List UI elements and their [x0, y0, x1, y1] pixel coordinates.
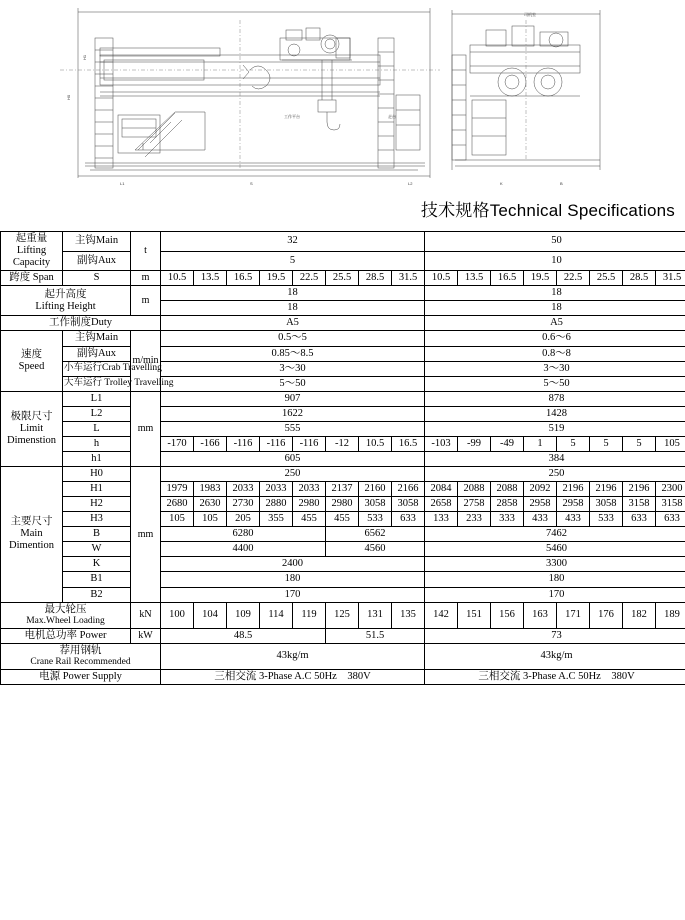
H3-b-4: 433: [557, 512, 590, 527]
unit-kN: kN: [131, 602, 161, 628]
B2-a: 170: [161, 587, 425, 602]
H1-a-2: 2033: [227, 482, 260, 497]
H1-a-7: 2166: [392, 482, 425, 497]
H1-b-4: 2196: [557, 482, 590, 497]
row-label-L1: L1: [63, 391, 131, 406]
span-b-1: 13.5: [458, 271, 491, 286]
h-b-7: 105: [656, 436, 685, 451]
h-a-0: -170: [161, 436, 194, 451]
B1-b: 180: [425, 572, 685, 587]
technical-specifications-table: [0, 231, 685, 685]
H1-a-5: 2137: [326, 482, 359, 497]
B-0: 6280: [161, 527, 326, 542]
H2-b-6: 3158: [623, 497, 656, 512]
H0-b: 250: [425, 467, 685, 482]
row-label-H1: H1: [63, 482, 131, 497]
page-title: 技术规格Technical Specifications: [420, 201, 675, 220]
rail-b: 43kg/m: [425, 643, 685, 669]
speed-crab-b: 3～30: [425, 361, 685, 376]
row-label-H3: H3: [63, 512, 131, 527]
speed-aux-b: 0.8～8: [425, 346, 685, 361]
table-row: [1, 316, 685, 331]
h-b-5: 5: [590, 436, 623, 451]
span-a-0: 10.5: [161, 271, 194, 286]
h-b-1: -99: [458, 436, 491, 451]
span-b-0: 10.5: [425, 271, 458, 286]
H3-a-0: 105: [161, 512, 194, 527]
svg-text:B: B: [560, 181, 563, 186]
span-a-4: 22.5: [293, 271, 326, 286]
row-label-power-supply: 电源 Power Supply: [1, 669, 161, 684]
wheel-a-1: 104: [194, 602, 227, 628]
wheel-a-3: 114: [260, 602, 293, 628]
speed-trolley-a: 5～50: [161, 376, 425, 391]
table-row: [1, 542, 685, 557]
row-label-crane-rail: 荐用钢轨 Crane Rail Recommended: [1, 643, 161, 669]
svg-text:工作平台: 工作平台: [284, 114, 300, 119]
H1-b-2: 2088: [491, 482, 524, 497]
H2-a-7: 3058: [392, 497, 425, 512]
H1-b-0: 2084: [425, 482, 458, 497]
rail-a: 43kg/m: [161, 643, 425, 669]
wheel-a-0: 100: [161, 602, 194, 628]
B-2: 7462: [425, 527, 685, 542]
h-b-4: 5: [557, 436, 590, 451]
H3-b-6: 633: [623, 512, 656, 527]
H2-b-0: 2658: [425, 497, 458, 512]
h-b-3: 1: [524, 436, 557, 451]
span-b-7: 31.5: [656, 271, 685, 286]
B2-b: 170: [425, 587, 685, 602]
row-label-B1: B1: [63, 572, 131, 587]
lift-height-1-a: 18: [161, 286, 425, 301]
duty-a: A5: [161, 316, 425, 331]
H3-b-3: 433: [524, 512, 557, 527]
span-b-6: 28.5: [623, 271, 656, 286]
power-2: 73: [425, 628, 685, 643]
L-b: 519: [425, 421, 685, 436]
unit-m-span: m: [131, 271, 161, 286]
H1-b-6: 2196: [623, 482, 656, 497]
h-b-6: 5: [623, 436, 656, 451]
L1-a: 907: [161, 391, 425, 406]
H3-a-7: 633: [392, 512, 425, 527]
span-b-3: 19.5: [524, 271, 557, 286]
table-row: [1, 451, 685, 466]
table-row: [1, 587, 685, 602]
table-row: [1, 482, 685, 497]
row-label-power: 电机总功率 Power: [1, 628, 131, 643]
speed-aux-a: 0.85～8.5: [161, 346, 425, 361]
wheel-a-2: 109: [227, 602, 260, 628]
span-a-5: 25.5: [326, 271, 359, 286]
wheel-a-5: 125: [326, 602, 359, 628]
row-label-main-dimension: 主要尺寸 Main Dimention: [1, 467, 63, 603]
H1-a-4: 2033: [293, 482, 326, 497]
table-row: [1, 376, 685, 391]
svg-text:L1: L1: [120, 181, 125, 186]
h-b-0: -103: [425, 436, 458, 451]
unit-mm-main: mm: [131, 467, 161, 603]
H1-a-3: 2033: [260, 482, 293, 497]
h-a-3: -116: [260, 436, 293, 451]
h1-b: 384: [425, 451, 685, 466]
H2-b-7: 3158: [656, 497, 685, 512]
K-b: 3300: [425, 557, 685, 572]
table-row: [1, 628, 685, 643]
H3-b-5: 533: [590, 512, 623, 527]
capacity-aux-b: 10: [425, 251, 685, 271]
H2-a-0: 2680: [161, 497, 194, 512]
table-row: [1, 286, 685, 301]
row-label-lifting-height: 起升高度 Lifting Height: [1, 286, 131, 316]
row-label-duty: 工作制度Duty: [1, 316, 161, 331]
wheel-b-0: 142: [425, 602, 458, 628]
unit-mm-limit: mm: [131, 391, 161, 466]
lift-height-1-b: 18: [425, 286, 685, 301]
svg-text:L2: L2: [408, 181, 413, 186]
table-row: [1, 232, 685, 252]
span-b-2: 16.5: [491, 271, 524, 286]
H2-b-1: 2758: [458, 497, 491, 512]
row-label-span: 跨度 Span: [1, 271, 63, 286]
table-row: [1, 421, 685, 436]
H1-b-5: 2196: [590, 482, 623, 497]
table-row: [1, 331, 685, 346]
supply-b: 三相交流 3-Phase A.C 50Hz 380V: [425, 669, 685, 684]
H1-b-7: 2300: [656, 482, 685, 497]
H1-b-1: 2088: [458, 482, 491, 497]
wheel-b-2: 156: [491, 602, 524, 628]
h-a-5: -12: [326, 436, 359, 451]
h-a-6: 10.5: [359, 436, 392, 451]
supply-a: 三相交流 3-Phase A.C 50Hz 380V: [161, 669, 425, 684]
unit-m-per-min: m/min: [131, 331, 161, 391]
span-symbol: S: [63, 271, 131, 286]
table-row: [1, 497, 685, 512]
row-label-h1: h1: [63, 451, 131, 466]
H2-a-3: 2880: [260, 497, 293, 512]
wheel-a-4: 119: [293, 602, 326, 628]
table-row: [1, 436, 685, 451]
table-row: [1, 391, 685, 406]
row-label-h: h: [63, 436, 131, 451]
span-a-1: 13.5: [194, 271, 227, 286]
h-a-7: 16.5: [392, 436, 425, 451]
H3-b-1: 233: [458, 512, 491, 527]
H1-a-6: 2160: [359, 482, 392, 497]
H1-a-0: 1979: [161, 482, 194, 497]
wheel-b-7: 189: [656, 602, 685, 628]
technical-drawing: [0, 0, 685, 190]
row-label-L2: L2: [63, 406, 131, 421]
table-row: [1, 572, 685, 587]
H3-a-1: 105: [194, 512, 227, 527]
row-label-main-hook: 主钩Main: [63, 232, 131, 252]
H1-a-1: 1983: [194, 482, 227, 497]
table-row: [1, 512, 685, 527]
capacity-aux-a: 5: [161, 251, 425, 271]
svg-text:K: K: [500, 181, 503, 186]
H3-a-3: 355: [260, 512, 293, 527]
row-label-L: L: [63, 421, 131, 436]
H2-a-6: 3058: [359, 497, 392, 512]
speed-main-a: 0.5～5: [161, 331, 425, 346]
row-label-K: K: [63, 557, 131, 572]
row-label-speed: 速度 Speed: [1, 331, 63, 391]
L2-a: 1622: [161, 406, 425, 421]
table-row: [1, 557, 685, 572]
lift-height-2-b: 18: [425, 301, 685, 316]
lift-height-2-a: 18: [161, 301, 425, 316]
wheel-a-7: 135: [392, 602, 425, 628]
W-2: 5460: [425, 542, 685, 557]
h-a-2: -116: [227, 436, 260, 451]
row-label-limit-dimension: 极限尺寸 Limit Dimenstion: [1, 391, 63, 466]
span-a-2: 16.5: [227, 271, 260, 286]
capacity-main-b: 50: [425, 232, 685, 252]
svg-text:S: S: [250, 181, 253, 186]
span-b-4: 22.5: [557, 271, 590, 286]
H3-b-7: 633: [656, 512, 685, 527]
H2-b-3: 2958: [524, 497, 557, 512]
row-label-capacity: 起重量 Lifting Capacity: [1, 232, 63, 271]
duty-b: A5: [425, 316, 685, 331]
H1-b-3: 2092: [524, 482, 557, 497]
table-row: [1, 406, 685, 421]
wheel-b-6: 182: [623, 602, 656, 628]
W-1: 4560: [326, 542, 425, 557]
speed-crab-a: 3～30: [161, 361, 425, 376]
unit-m-height: m: [131, 286, 161, 316]
row-label-B2: B2: [63, 587, 131, 602]
span-a-3: 19.5: [260, 271, 293, 286]
row-label-H0: H0: [63, 467, 131, 482]
table-row: [1, 271, 685, 286]
table-row: [1, 346, 685, 361]
L2-b: 1428: [425, 406, 685, 421]
h-a-1: -166: [194, 436, 227, 451]
svg-text:司机室: 司机室: [524, 12, 536, 17]
svg-text:走台: 走台: [388, 114, 396, 119]
wheel-b-5: 176: [590, 602, 623, 628]
H3-b-0: 133: [425, 512, 458, 527]
row-label-H2: H2: [63, 497, 131, 512]
table-row: [1, 527, 685, 542]
power-1: 51.5: [326, 628, 425, 643]
speed-trolley-label: 大车运行 Trolley Travelling: [63, 376, 131, 391]
K-a: 2400: [161, 557, 425, 572]
speed-main-label: 主钩Main: [63, 331, 131, 346]
row-label-W: W: [63, 542, 131, 557]
power-0: 48.5: [161, 628, 326, 643]
speed-main-b: 0.6～6: [425, 331, 685, 346]
H2-a-1: 2630: [194, 497, 227, 512]
svg-text:H1: H1: [82, 54, 87, 60]
H0-a: 250: [161, 467, 425, 482]
span-a-7: 31.5: [392, 271, 425, 286]
unit-ton: t: [131, 232, 161, 271]
H3-a-2: 205: [227, 512, 260, 527]
svg-text:H0: H0: [66, 94, 71, 100]
h-b-2: -49: [491, 436, 524, 451]
table-row: [1, 251, 685, 271]
H3-a-6: 533: [359, 512, 392, 527]
row-label-wheel-loading: 最大轮压 Max.Wheel Loading: [1, 602, 131, 628]
wheel-b-3: 163: [524, 602, 557, 628]
H2-a-4: 2980: [293, 497, 326, 512]
wheel-b-4: 171: [557, 602, 590, 628]
speed-trolley-b: 5～50: [425, 376, 685, 391]
L1-b: 878: [425, 391, 685, 406]
table-row: [1, 669, 685, 684]
capacity-main-a: 32: [161, 232, 425, 252]
B1-a: 180: [161, 572, 425, 587]
table-row: [1, 361, 685, 376]
H3-a-4: 455: [293, 512, 326, 527]
H2-b-4: 2958: [557, 497, 590, 512]
H2-a-2: 2730: [227, 497, 260, 512]
H3-b-2: 333: [491, 512, 524, 527]
H2-a-5: 2980: [326, 497, 359, 512]
row-label-aux-hook: 副钩Aux: [63, 251, 131, 271]
wheel-b-1: 151: [458, 602, 491, 628]
H2-b-2: 2858: [491, 497, 524, 512]
table-row: [1, 643, 685, 669]
h-a-4: -116: [293, 436, 326, 451]
H3-a-5: 455: [326, 512, 359, 527]
row-label-B: B: [63, 527, 131, 542]
B-1: 6562: [326, 527, 425, 542]
table-row: [1, 602, 685, 628]
wheel-a-6: 131: [359, 602, 392, 628]
speed-crab-label: 小车运行Crab Travelling: [63, 361, 131, 376]
unit-kW: kW: [131, 628, 161, 643]
speed-aux-label: 副钩Aux: [63, 346, 131, 361]
table-row: [1, 467, 685, 482]
h1-a: 605: [161, 451, 425, 466]
W-0: 4400: [161, 542, 326, 557]
H2-b-5: 3058: [590, 497, 623, 512]
L-a: 555: [161, 421, 425, 436]
span-b-5: 25.5: [590, 271, 623, 286]
span-a-6: 28.5: [359, 271, 392, 286]
